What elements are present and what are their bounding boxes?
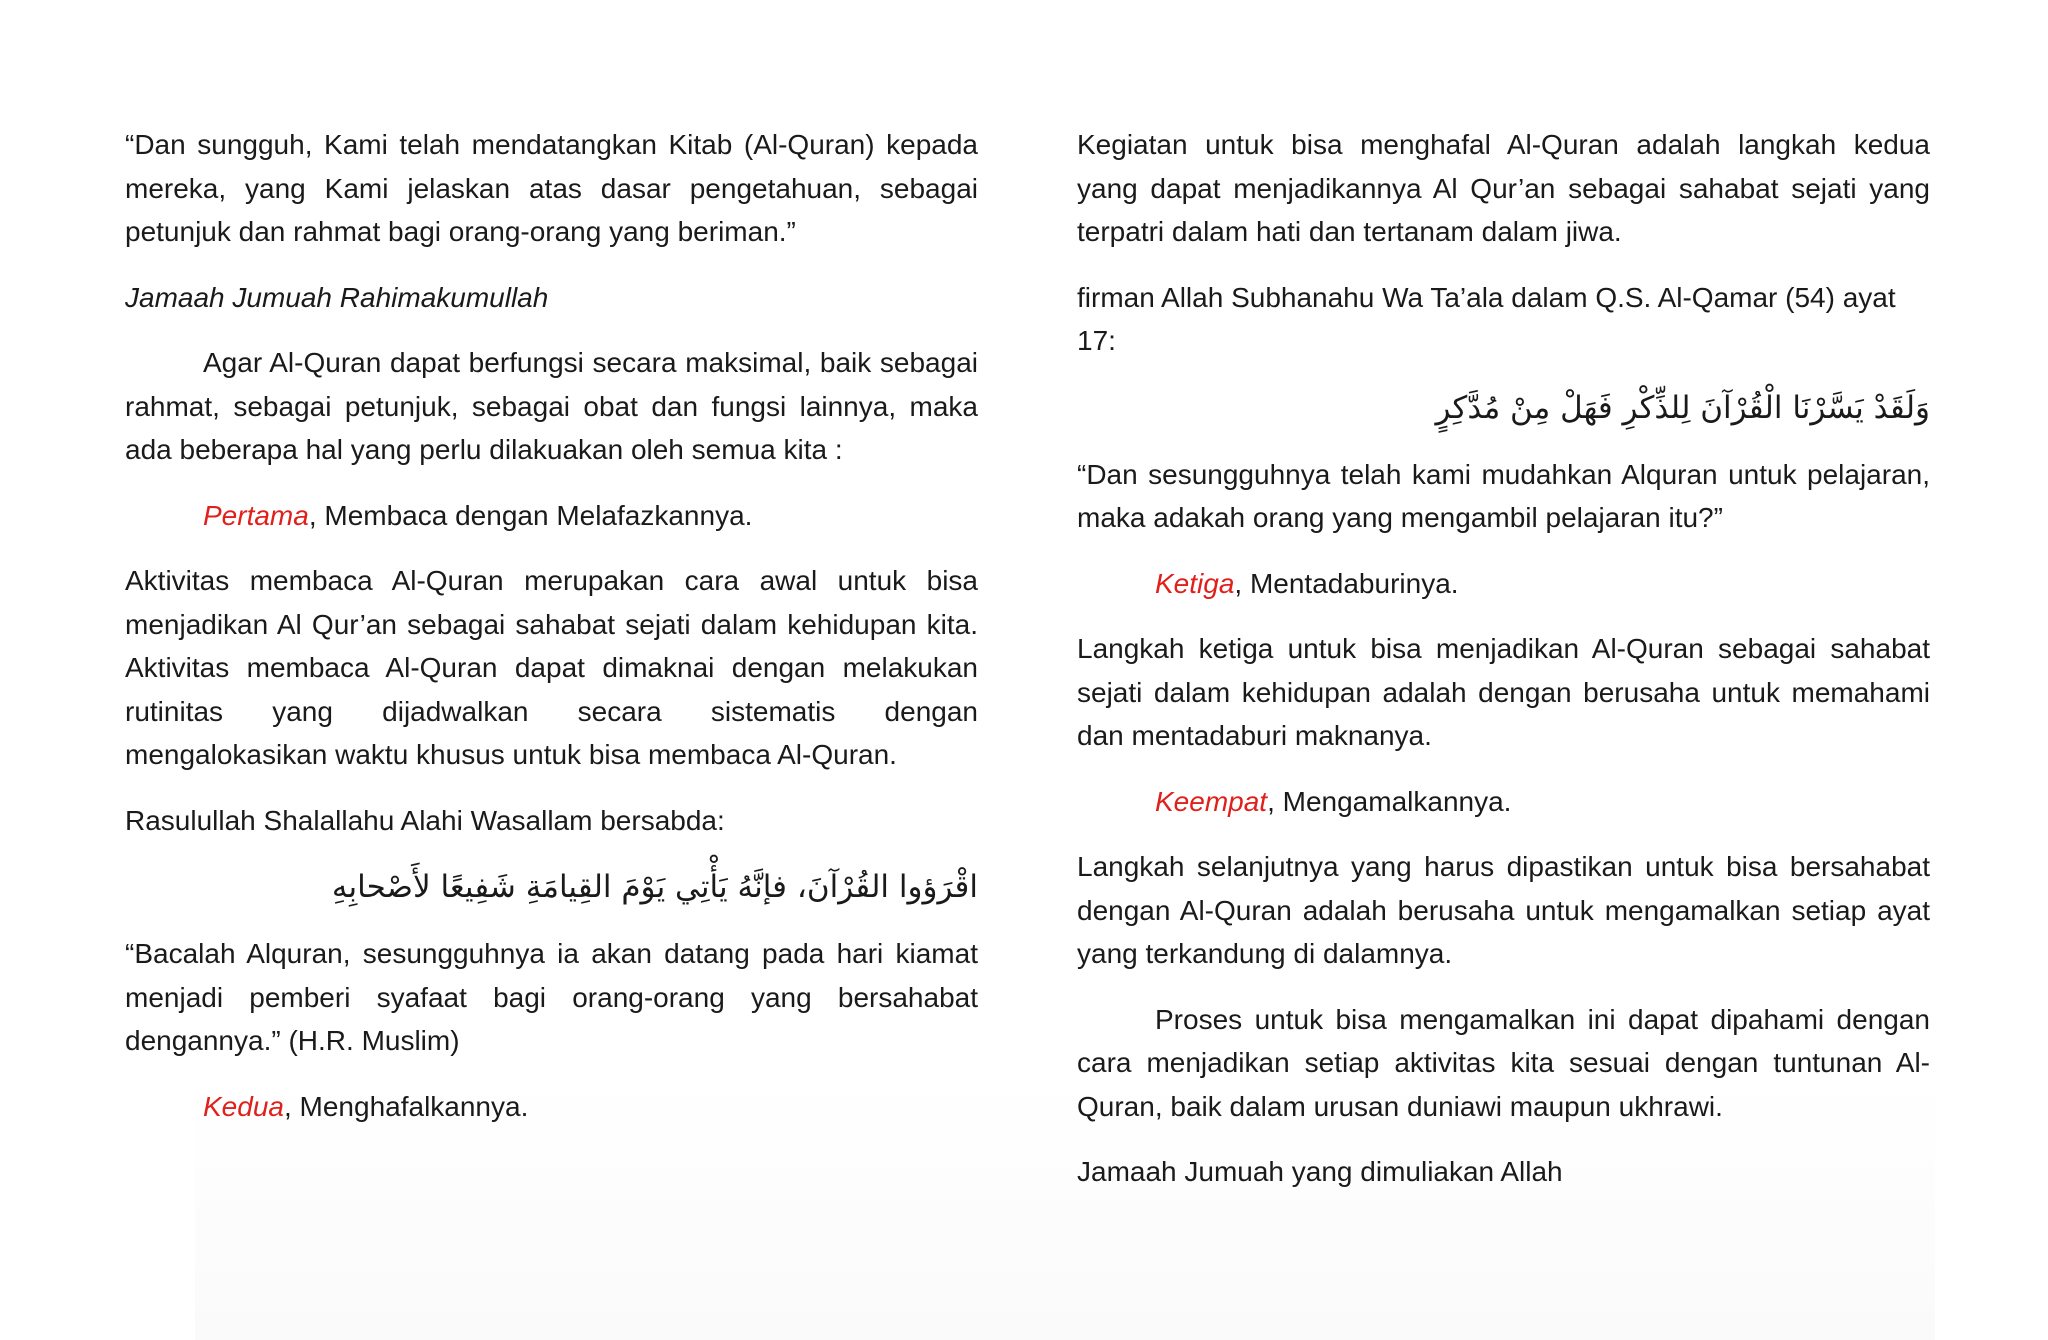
hadith-translation: “Bacalah Alquran, sesungguhnya ia akan datang pada hari kiamat menjadi pemberi syafaat bagi orang-orang yang bersahabat dengannya.” (H.R. Muslim) <box>125 938 978 1056</box>
right-column <box>1077 123 1930 1216</box>
closing-greeting: Jamaah Jumuah yang dimuliakan Allah <box>1077 1156 1563 1187</box>
point-body-second: Kegiatan untuk bisa menghafal Al-Quran adalah langkah kedua yang dapat menjadikannya Al Qur’an sebagai sahabat sejati yang terpatri dalam hati dan tertanam dalam jiwa. <box>1077 129 1930 247</box>
verse-intro: firman Allah Subhanahu Wa Ta’ala dalam Q.S. Al-Qamar (54) ayat 17: <box>1077 281 1896 356</box>
point-heading-third <box>1077 562 1930 606</box>
point-title-first: , Membaca dengan Melafazkannya. <box>308 499 753 531</box>
hadith-intro: Rasulullah Shalallahu Alahi Wasallam bersabda: <box>125 804 725 836</box>
point-title-fourth: , Mengamalkannya. <box>1267 785 1512 817</box>
intro-paragraph: Agar Al-Quran dapat berfungsi secara maksimal, baik sebagai rahmat, sebagai petunjuk, sebagai obat dan fungsi lainnya, maka ada beberapa hal yang perlu dilakuakan oleh semua kita : <box>125 347 978 465</box>
left-column <box>125 123 978 1150</box>
hadith-arabic-text: اقْرَؤوا القُرْآنَ، فإنَّهُ يَأْتِي يَوْمَ القِيامَةِ شَفِيعًا لأَصْحابِهِ <box>331 869 978 905</box>
point-label-first: Pertama <box>203 499 309 531</box>
verse-arabic-text: وَلَقَدْ يَسَّرْنَا الْقُرْآنَ لِلذِّكْرِ فَهَلْ مِنْ مُدَّكِرٍ <box>1435 389 1930 426</box>
point-label-fourth: Keempat <box>1155 785 1268 817</box>
point-label-third: Ketiga <box>1155 567 1235 599</box>
point-label-second: Kedua <box>203 1090 284 1122</box>
point-body-third: Langkah ketiga untuk bisa menjadikan Al-Quran sebagai sahabat sejati dalam kehidupan adalah dengan berusaha untuk memahami dan mentadaburi maknanya. <box>1077 633 1930 751</box>
practice-paragraph: Proses untuk bisa mengamalkan ini dapat dipahami dengan cara menjadikan setiap aktivitas kita sesuai dengan tuntunan Al-Quran, baik dalam urusan duniawi maupun ukhrawi. <box>1077 1003 1930 1122</box>
point-title-third: , Mentadaburinya. <box>1234 567 1459 599</box>
congregation-greeting: Jamaah Jumuah Rahimakumullah <box>125 281 549 313</box>
point-heading-second <box>125 1085 978 1129</box>
point-heading-fourth <box>1077 780 1930 824</box>
point-title-second: , Menghafalkannya. <box>283 1090 529 1122</box>
quran-translation-quote: “Dan sungguh, Kami telah mendatangkan Kitab (Al-Quran) kepada mereka, yang Kami jelaskan atas dasar pengetahuan, sebagai petunjuk dan rahmat bagi orang-orang yang beriman.” <box>125 129 978 247</box>
point-heading-first <box>125 494 978 538</box>
point-body-first: Aktivitas membaca Al-Quran merupakan cara awal untuk bisa menjadikan Al Qur’an sebagai sahabat sejati dalam kehidupan kita. Aktivitas membaca Al-Quran dapat dimaknai dengan melakukan rutinitas yang dijadwalkan secara sistematis dengan mengalokasikan waktu khusus untuk bisa membaca Al-Quran. <box>125 565 978 770</box>
point-body-fourth: Langkah selanjutnya yang harus dipastikan untuk bisa bersahabat dengan Al-Quran adalah berusaha untuk mengamalkan setiap ayat yang terkandung di dalamnya. <box>1077 851 1930 969</box>
verse-translation: “Dan sesungguhnya telah kami mudahkan Alquran untuk pelajaran, maka adakah orang yang mengambil pelajaran itu?” <box>1077 458 1930 533</box>
